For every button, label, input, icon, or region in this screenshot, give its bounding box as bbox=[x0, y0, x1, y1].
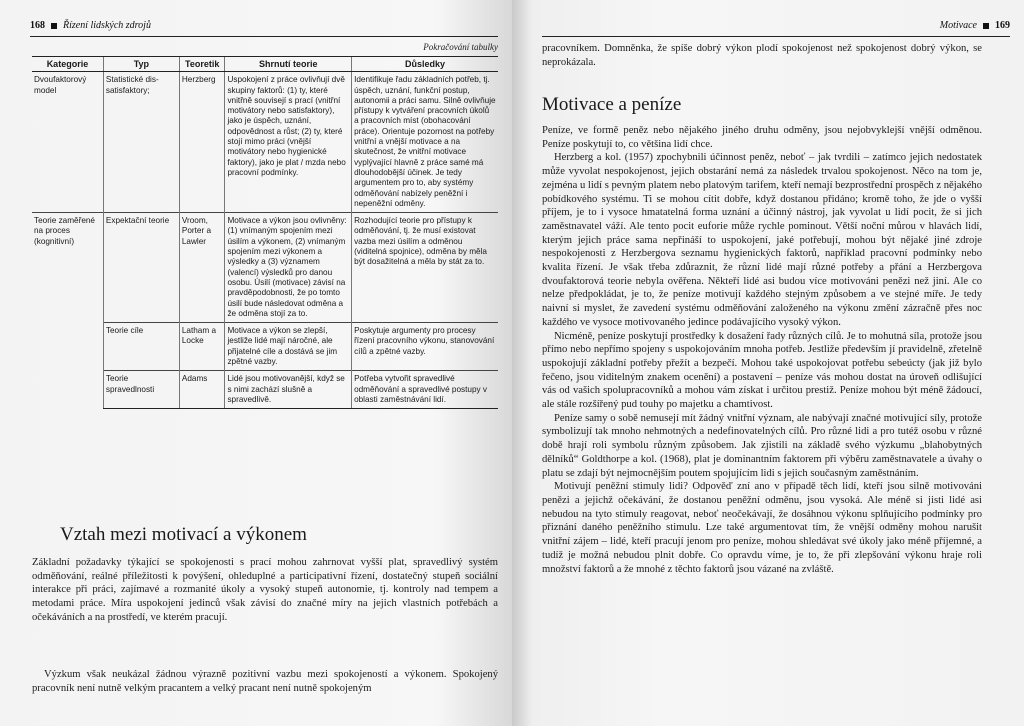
cell-type: Teorie spravedlnosti bbox=[103, 371, 179, 409]
cell-theorist: Herzberg bbox=[179, 72, 225, 213]
table-row bbox=[32, 72, 498, 213]
section-heading-money: Motivace a peníze bbox=[542, 94, 682, 115]
header-category: Kategorie bbox=[32, 57, 103, 72]
cell-category: Teorie zaměřené na proces (kognitivní) bbox=[32, 213, 103, 323]
square-bullet-icon bbox=[51, 23, 57, 29]
section-heading-performance: Vztah mezi motivací a výkonem bbox=[60, 524, 307, 545]
right-page bbox=[512, 0, 1024, 726]
body-paragraph: Peníze samy o sobě nemusejí mít žádný vnitřní význam, ale nabývají značné motivující síly, protože symbolizují tak mnoho nehmotných a nedefinovatelných cílů. Pro různé lidi a pro tutéž osobu v různé době hrají roli symbolu různým způsobem. Jak zjistili na základě svého výzkumu „blahobytných dělníků“ Goldthorpe a kol. (1968), plat je dominantním faktorem při výběru zaměstnavatele a úvahy o platu se zdají být nejmocnějším poutem spojujícím lidi s jejich současným zaměstnáním. bbox=[542, 412, 982, 479]
cell-type: Teorie cíle bbox=[103, 323, 179, 371]
left-running-head bbox=[30, 20, 151, 31]
cell-category bbox=[32, 371, 103, 409]
header-summary: Shrnutí teorie bbox=[225, 57, 352, 72]
money-section-body bbox=[542, 124, 982, 576]
square-bullet-icon bbox=[983, 23, 989, 29]
body-paragraph: Výzkum však neukázal žádnou výrazně pozitivní vazbu mezi spokojeností a výkonem. Spokojený pracovník není nutně velkým pracantem a velký pracant není nutně spokojeným bbox=[32, 669, 498, 694]
table-header-row bbox=[32, 57, 498, 72]
cell-summary: Motivace a výkon se zlepší, jestliže lidé mají náročné, ale přijatelné cíle a dostává se jim zpětné vazby. bbox=[225, 323, 352, 371]
body-paragraph: Motivují peněžní stimuly lidi? Odpověď zní ano v případě těch lidí, kteří jsou silně motivováni penězi a jejichž očekávání, že dostanou peněžní odměnu, jsou vysoká. Ale méně si jisti lidé asi nebudou na tyto stimuly reagovat, neboť neočekávají, že dosáhnou výkonu splňujícího podmínky pro přiznání daného peněžního stimulu. Lze také argumentovat tím, že vnější odměny mohou narušit vnitřní zájem – lidé, kteří pracují jenom pro peníze, mohou shledávat své úkoly jako méně příjemné, a tudíž je možná nebudou plnit dobře. Co opravdu víme, je to, že při zlepšování výkonu hraje roli množství faktorů a že mnohé z těchto faktorů jsou vázané na zvláště. bbox=[542, 481, 982, 575]
left-page-number: 168 bbox=[30, 20, 45, 31]
right-running-title: Motivace bbox=[939, 20, 977, 31]
cell-implications: Poskytuje argumenty pro procesy řízení pracovního výkonu, stanovování cílů a zpětné vazby. bbox=[352, 323, 498, 371]
continued-paragraph: pracovníkem. Domněnka, že spíše dobrý výkon plodí spokojenost než spokojenost dobrý výkon, se neprokázala. bbox=[542, 43, 982, 68]
table-continued-label: Pokračování tabulky bbox=[423, 42, 498, 52]
cell-implications: Potřeba vytvořit spravedlivé odměňování a spravedlivé postupy v oblasti zaměstnávání lidí. bbox=[352, 371, 498, 409]
cell-type: Statistické dis-satisfaktory; bbox=[103, 72, 179, 213]
left-running-title: Řízení lidských zdrojů bbox=[63, 20, 151, 31]
cell-category bbox=[32, 323, 103, 371]
header-type: Typ bbox=[103, 57, 179, 72]
cell-summary: Lidé jsou motivovanější, když se s nimi zachází slušně a spravedlivě. bbox=[225, 371, 352, 409]
right-header-rule bbox=[542, 36, 1010, 37]
body-paragraph: Základní požadavky týkající se spokojenosti s prací mohou zahrnovat vyšší plat, spravedlivý systém odměňování, reálné příležitosti k povýšení, ohleduplné a participativní řízení, dostatečný stupeň sociální interakce při práci, zajímavé a rozmanité úkoly a vysoký stupeň autonomie, tj. kontroly nad tempem a metodami práce. Míra uspokojení jedinců však závisí do značné míry na jejich vlastních potřebách a očekáváních a na prostředí, ve kterém pracují. bbox=[32, 557, 498, 623]
cell-category: Dvoufaktorový model bbox=[32, 72, 103, 213]
header-theorist: Teoretik bbox=[179, 57, 225, 72]
body-paragraph: Herzberg a kol. (1957) zpochybnili účinnost peněz, neboť – jak tvrdili – zatímco jejich nedostatek může vyvolat nespokojenost, jejich obstarání nemá za následek trvalou spokojenost. Něco na tom je, zejména u lidí s pevným platem nebo platovým tarifem, kteří nemají bezprostřední prospěch z nějakého pobídkového systému. Ti se mohou cítit dobře, když dostanou přidáno; kromě toho, že jde o vyšší příjem, je to i vysoce hmatatelná forma uznání a účinný nástroj, jak vyvolat u lidí pocit, že si jich zaměstnavatel váží. Ale tento pocit euforie může rychle pominout. Větší noční můrou v hlavách lidí, kterým jejich práce sama nepřináší to uspokojení, jaké potřebují, mohou být nějaké jiné zdroje nespokojenosti z Herzbergova seznamu hygienických faktorů, například pracovní podmínky nebo kvalita řízení. Je však třeba zdůraznit, že různí lidé mají různé potřeby a přání a Herzbergova dvoufaktorová teorie nebyla ověřena. Někteří lidé asi budou více motivováni penězi než jiní. Ale co nelze předpokládat, je to, že peníze motivují každého stejným způsobem a ve stejné míře. Je tedy naivní si myslet, že zavedení systému odměňování založeného na výkonu změní zázračně přes noc každého ve vysoce motivovaného jedince podávajícího vysoký výkon. bbox=[542, 152, 982, 328]
table-row bbox=[32, 323, 498, 371]
right-running-head bbox=[940, 20, 1010, 31]
cell-implications: Rozhodující teorie pro přístupy k odměňování, tj. že musí existovat vazba mezi úsilím a odměnou (viditelná spojnice), odměna by měla být dosažitelná a měla by stát za to. bbox=[352, 213, 498, 323]
body-paragraph: Nicméně, peníze poskytují prostředky k dosažení řady různých cílů. Je to mohutná síla, protože jsou přímo nebo nepřímo spojeny s uspokojováním mnoha potřeb. Jestliže především jí pravidelně, zřetelně uspokojují základní potřeby přežít a bezpečí. Mohou také uspokojovat potřebu sebeúcty (jak již bylo řečeno, jsou viditelným znakem ocenění) a postavení – peníze vás mohou dostat na úroveň odlišující vás od vašich spolupracovníků a mohou vám získat i určitou prestiž. Peníze mohou být méně žádoucí, ale stále rozšířený pud touhy po majetku a chamtivost. bbox=[542, 330, 982, 411]
cell-theorist: Latham a Locke bbox=[179, 323, 225, 371]
header-implications: Důsledky bbox=[352, 57, 498, 72]
motivation-theories-table bbox=[32, 56, 498, 409]
table-row bbox=[32, 213, 498, 323]
table-row bbox=[32, 371, 498, 409]
cell-summary: Uspokojení z práce ovlivňují dvě skupiny faktorů: (1) ty, které vnitřně souvisejí s prací (vnitřní motivátory nebo satisfaktory), jako je úspěch, uznání, odpovědnost a růst; (2) ty, které stojí mimo práci (vnější motivátory nebo hygienické faktory), jako je plat / mzda nebo pracovní podmínky. bbox=[225, 72, 352, 213]
cell-implications: Identifikuje řadu základních potřeb, tj. úspěch, uznání, funkční postup, autonomii a práci samu. Silně ovlivňuje přístupy k vytváření pracovních úkolů a pracovních míst (obohacování práce). Orientuje pozornost na potřeby vnitřní a vnější motivace a na skutečnost, že vnitřní motivace vyplývající hlavně z práce samé má dlouhodobější účinek. Je tedy argumentem pro to, aby systémy odměňování nabízely peněžní i nepeněžní odměny. bbox=[352, 72, 498, 213]
cell-type: Expektační teorie bbox=[103, 213, 179, 323]
right-page-number: 169 bbox=[995, 20, 1010, 31]
left-header-rule bbox=[30, 36, 498, 37]
cell-summary: Motivace a výkon jsou ovlivněny: (1) vnímaným spojením mezi úsilím a výkonem, (2) vnímaným spojením mezi výkonem a výsledky a (3) významem (valencí) výsledků pro danou osobu. Úsilí (motivace) závisí na pravděpodobnosti, že po tomto úsilí bude následovat odměna a že odměna stojí za to. bbox=[225, 213, 352, 323]
cell-theorist: Vroom, Porter a Lawler bbox=[179, 213, 225, 323]
cell-theorist: Adams bbox=[179, 371, 225, 409]
body-paragraph: Peníze, ve formě peněz nebo nějakého jiného druhu odměny, jsou nejobvyklejší vnější odměnou. Peníze poskytují to, co většina lidí chce. bbox=[542, 125, 982, 150]
